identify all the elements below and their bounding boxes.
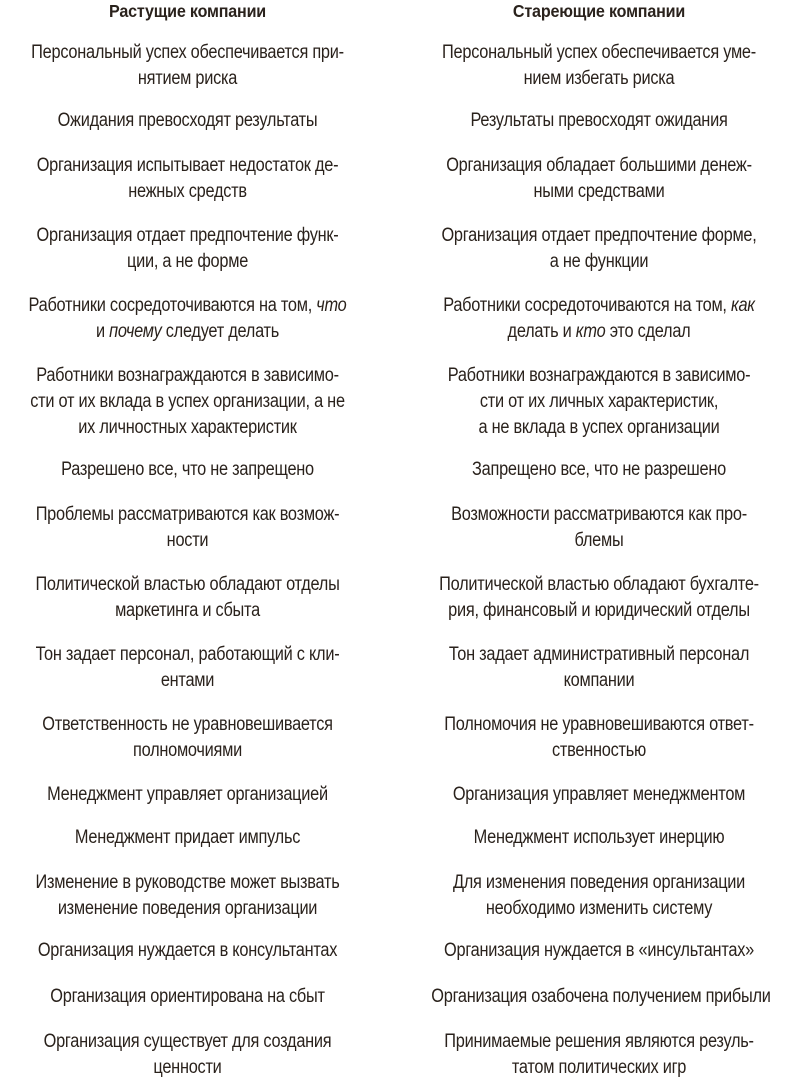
cell-line: Разрешено все, что не запрещено bbox=[61, 459, 314, 480]
cell-line: Ожидания превосходят результаты bbox=[57, 110, 318, 131]
cell-line: Работники вознаграждаются в зависимо- bbox=[447, 365, 751, 386]
table-cell bbox=[26, 1029, 349, 1081]
table-cell bbox=[431, 108, 766, 134]
table-cell bbox=[26, 870, 349, 922]
cell-line: сти от их личных характеристик, bbox=[479, 391, 719, 412]
column-header-growing: Растущие компании bbox=[108, 1, 267, 21]
cell-line: ными средствами bbox=[533, 181, 665, 202]
cell-line: Персональный успех обеспечивается при- bbox=[31, 42, 344, 63]
cell-line: а не функции bbox=[549, 251, 649, 272]
cell-line: ственностью bbox=[552, 740, 646, 761]
cell-line: Организация нуждается в «инсультантах» bbox=[444, 940, 754, 961]
table-cell bbox=[431, 572, 766, 624]
table-cell bbox=[431, 938, 766, 964]
cell-line bbox=[26, 319, 349, 345]
cell-line: нием избегать риска bbox=[523, 68, 675, 89]
cell-line: полномочиями bbox=[133, 740, 242, 761]
cell-line: Персональный успех обеспечивается уме- bbox=[442, 42, 756, 63]
table-cell bbox=[26, 293, 349, 345]
table-cell bbox=[431, 825, 766, 851]
cell-text-italic: как bbox=[730, 295, 755, 316]
table-cell bbox=[431, 40, 766, 92]
cell-line: Возможности рассматриваются как про- bbox=[451, 504, 747, 525]
cell-line: Менеджмент управляет организацией bbox=[47, 784, 328, 805]
cell-line: Организация отдает предпочтение форме, bbox=[441, 225, 757, 246]
table-cell bbox=[26, 712, 349, 764]
table-cell bbox=[26, 223, 349, 275]
table-cell bbox=[431, 502, 766, 554]
cell-line: Для изменения поведения организации bbox=[452, 872, 746, 893]
table-cell bbox=[431, 642, 766, 694]
cell-line: Менеджмент придает импульс bbox=[74, 827, 301, 848]
cell-line: татом политических игр bbox=[511, 1057, 687, 1078]
cell-line: нежных средств bbox=[128, 181, 247, 202]
cell-line: Тон задает персонал, работающий с кли- bbox=[35, 644, 340, 665]
cell-line: Проблемы рассматриваются как возмож- bbox=[35, 504, 340, 525]
cell-line: Запрещено все, что не разрешено bbox=[472, 459, 726, 480]
cell-line: а не вклада в успех организации bbox=[478, 417, 720, 438]
cell-text: Работники сосредоточиваются на том, bbox=[443, 295, 731, 316]
cell-line: Полномочия не уравновешиваются ответ- bbox=[444, 714, 754, 735]
cell-text: это сделал bbox=[605, 321, 691, 342]
cell-text: Работники сосредоточиваются на том, bbox=[28, 295, 317, 316]
cell-line bbox=[431, 293, 766, 319]
table-cell bbox=[26, 108, 349, 134]
table-cell bbox=[26, 642, 349, 694]
table-cell bbox=[431, 870, 766, 922]
cell-line: Результаты превосходят ожидания bbox=[470, 110, 728, 131]
cell-line: Принимаемые решения являются резуль- bbox=[444, 1031, 754, 1052]
cell-line: их личностных характеристик bbox=[78, 417, 297, 438]
cell-line: изменение поведения организации bbox=[57, 898, 318, 919]
cell-text-italic: почему bbox=[109, 321, 162, 342]
table-cell bbox=[26, 502, 349, 554]
table-cell bbox=[431, 782, 766, 808]
cell-text: следует делать bbox=[161, 321, 280, 342]
table-cell bbox=[431, 712, 766, 764]
cell-text-italic: что bbox=[316, 295, 347, 316]
cell-line bbox=[26, 293, 349, 319]
cell-line: ценности bbox=[153, 1057, 222, 1078]
cell-line: ентами bbox=[160, 670, 215, 691]
table-cell bbox=[431, 1029, 766, 1081]
cell-line: Организация обладает большими денеж- bbox=[446, 155, 752, 176]
cell-line: Менеджмент использует инерцию bbox=[473, 827, 725, 848]
table-cell bbox=[26, 938, 349, 964]
table-cell bbox=[431, 223, 766, 275]
cell-text-italic: кто bbox=[575, 321, 606, 342]
cell-line: необходимо изменить систему bbox=[485, 898, 713, 919]
table-cell bbox=[26, 572, 349, 624]
table-cell bbox=[431, 457, 766, 483]
cell-line: Организация озабочена получением прибыли bbox=[431, 986, 771, 1007]
cell-line: Организация испытывает недостаток де- bbox=[36, 155, 339, 176]
cell-text: и bbox=[95, 321, 110, 342]
cell-line: Организация отдает предпочтение функ- bbox=[36, 225, 339, 246]
table-cell bbox=[26, 825, 349, 851]
cell-line: Ответственность не уравновешивается bbox=[42, 714, 333, 735]
cell-line: компании bbox=[563, 670, 635, 691]
table-cell bbox=[26, 457, 349, 483]
cell-line: ности bbox=[166, 530, 209, 551]
table-cell bbox=[26, 984, 349, 1010]
table-cell bbox=[431, 363, 766, 441]
cell-line: сти от их вклада в успех организации, а не bbox=[30, 391, 345, 412]
table-cell bbox=[431, 293, 766, 345]
column-header-aging: Стареющие компании bbox=[512, 1, 686, 21]
cell-line: маркетинга и сбыта bbox=[115, 600, 260, 621]
cell-line bbox=[431, 319, 766, 345]
cell-line: рия, финансовый и юридический отделы bbox=[448, 600, 750, 621]
cell-line: Изменение в руководстве может вызвать bbox=[35, 872, 340, 893]
cell-line: блемы bbox=[574, 530, 624, 551]
cell-line: Организация существует для создания bbox=[43, 1031, 332, 1052]
table-cell bbox=[431, 984, 771, 1010]
cell-line: нятием риска bbox=[137, 68, 238, 89]
cell-line: Организация ориентирована на сбыт bbox=[50, 986, 325, 1007]
cell-line: ции, а не форме bbox=[126, 251, 249, 272]
table-cell bbox=[431, 153, 766, 205]
cell-text: делать и bbox=[507, 321, 576, 342]
table-cell bbox=[26, 363, 349, 441]
cell-line: Организация управляет менеджментом bbox=[452, 784, 746, 805]
table-cell bbox=[26, 782, 349, 808]
cell-line: Работники вознаграждаются в зависимо- bbox=[36, 365, 339, 386]
cell-line: Политической властью обладают бухгалте- bbox=[439, 574, 759, 595]
cell-line: Организация нуждается в консультантах bbox=[37, 940, 338, 961]
table-cell bbox=[26, 40, 349, 92]
table-cell bbox=[26, 153, 349, 205]
cell-line: Тон задает административный персонал bbox=[448, 644, 750, 665]
cell-line: Политической властью обладают отделы bbox=[35, 574, 340, 595]
